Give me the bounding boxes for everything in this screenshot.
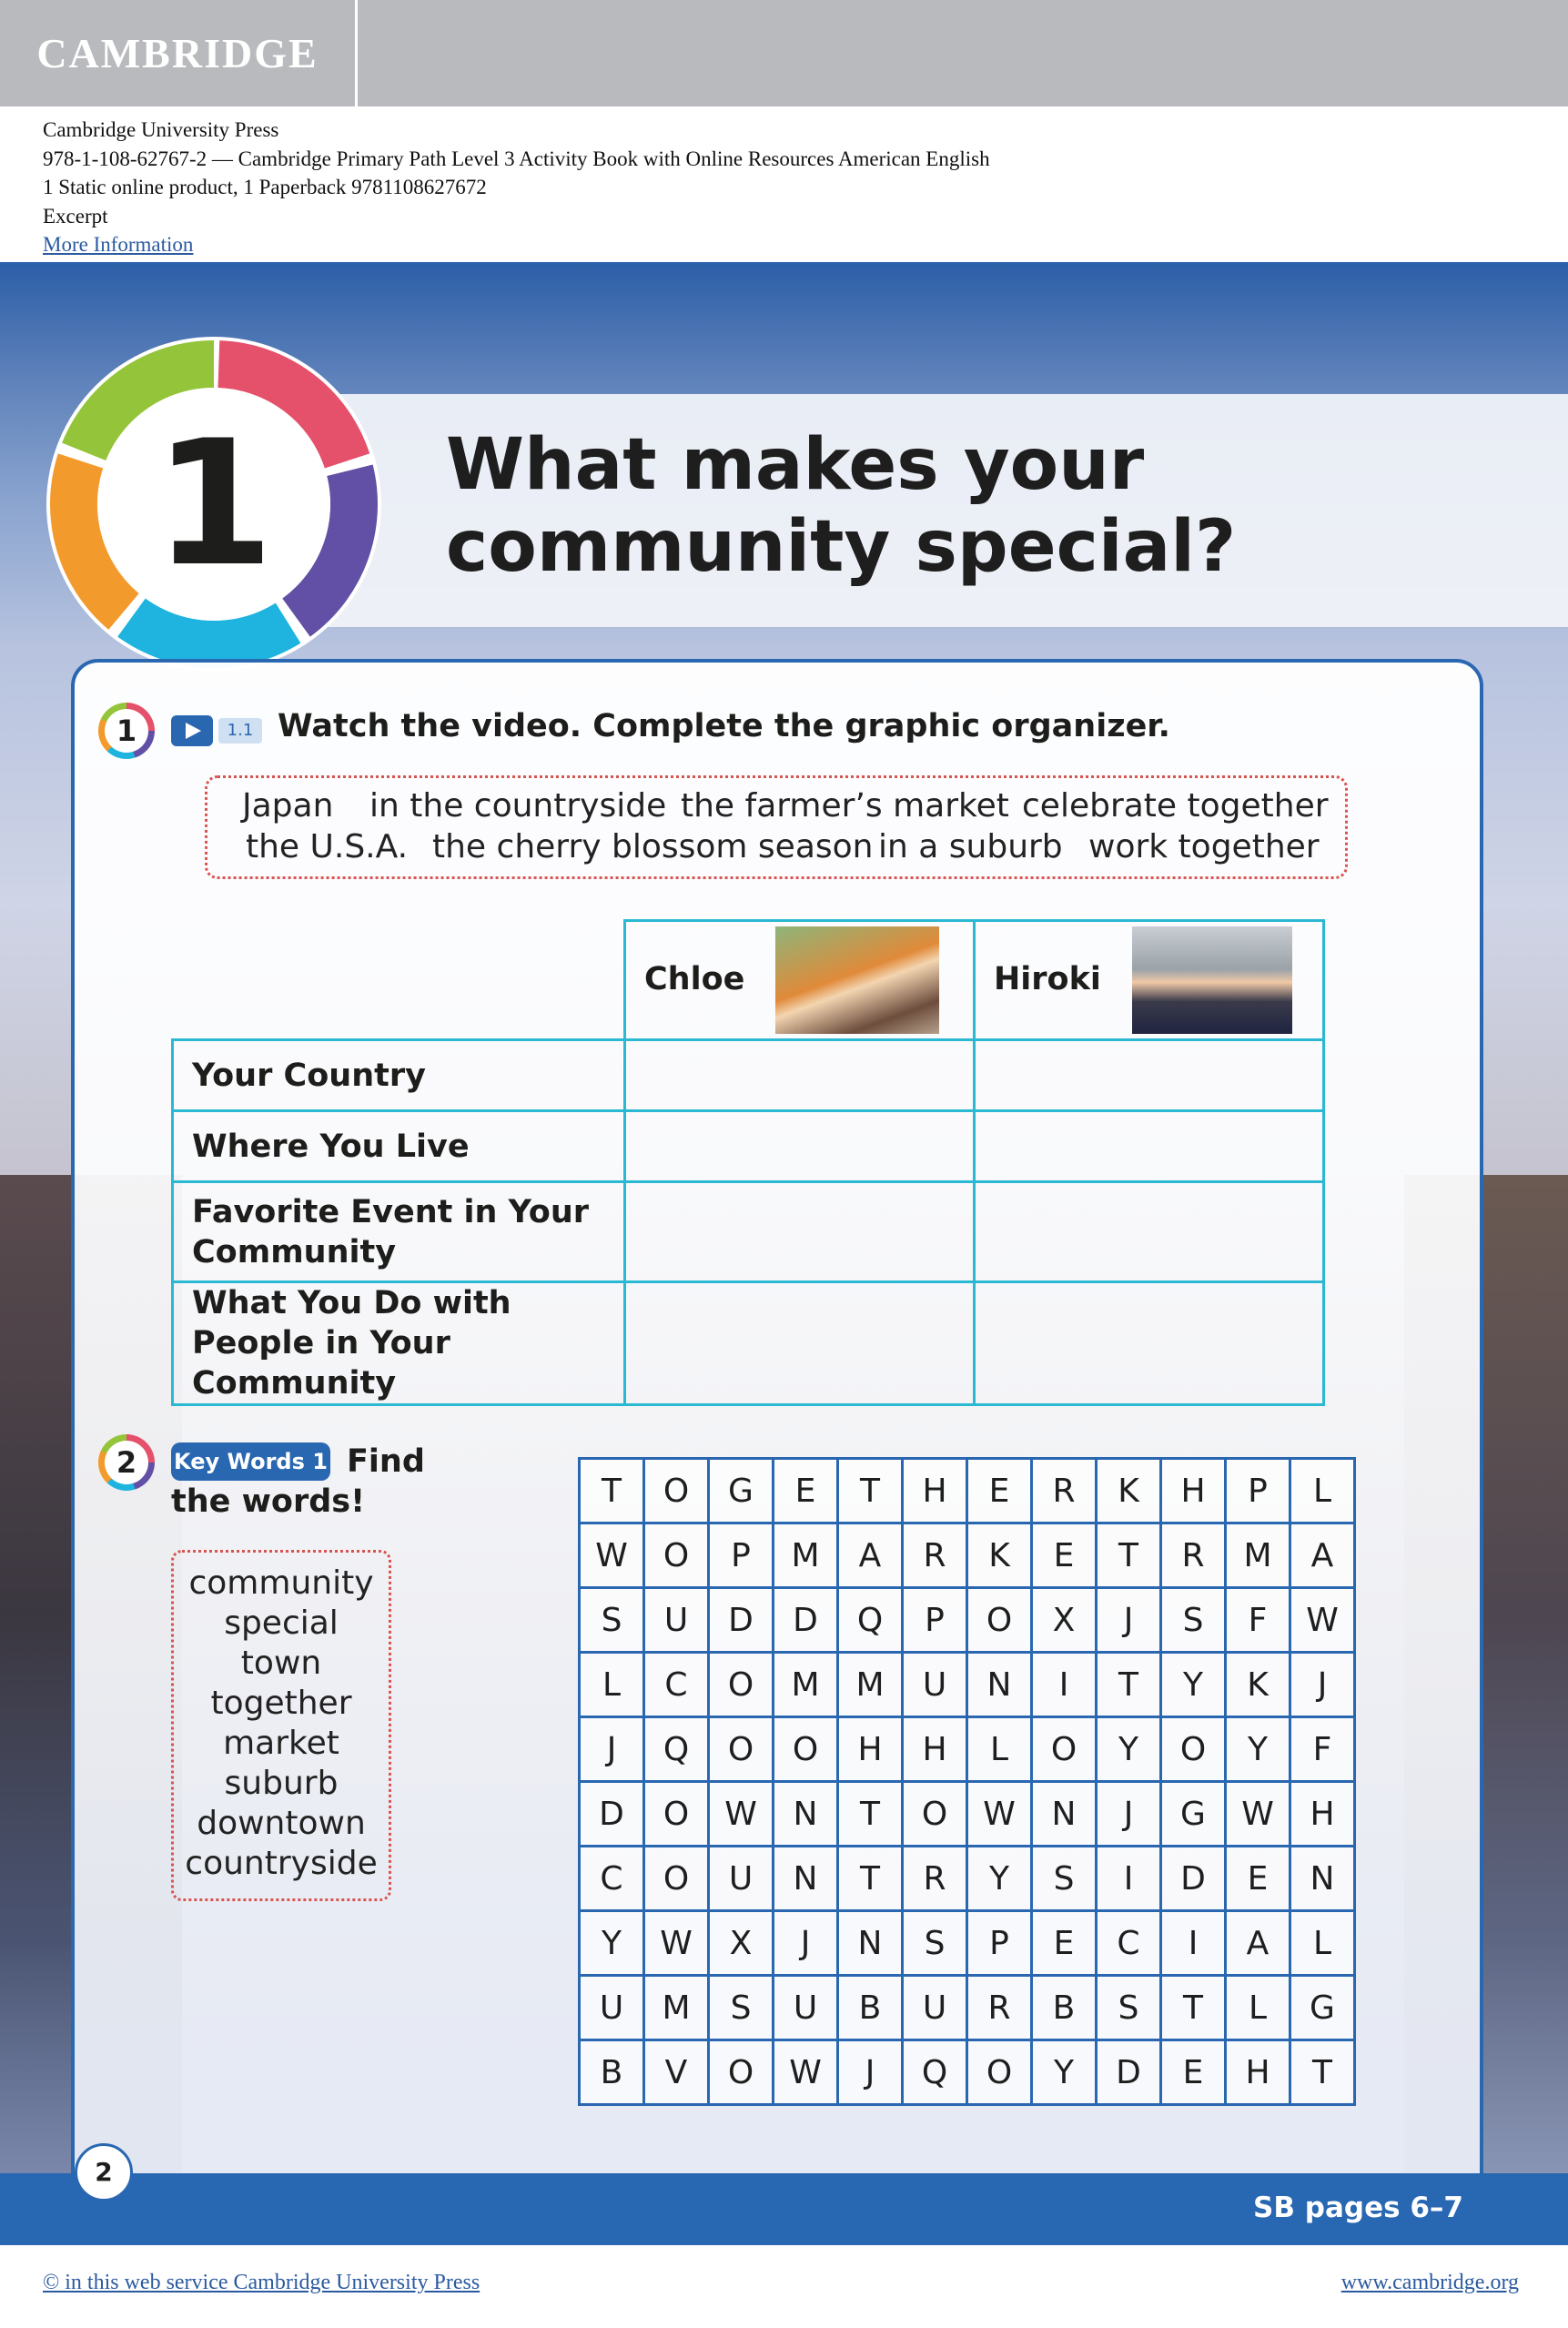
grid-letter[interactable]: Y (1226, 1717, 1290, 1782)
key-word: suburb (224, 1765, 339, 1802)
key-word: together (210, 1685, 352, 1722)
grid-letter[interactable]: T (1161, 1976, 1226, 2040)
grid-letter[interactable]: V (644, 2040, 709, 2105)
grid-letter[interactable]: S (1097, 1976, 1161, 2040)
grid-letter[interactable]: Y (1097, 1717, 1161, 1782)
grid-letter[interactable]: U (903, 1653, 967, 1717)
grid-letter[interactable]: O (967, 1588, 1032, 1653)
grid-letter[interactable]: Y (1032, 2040, 1097, 2105)
word-bank-item: the U.S.A. (246, 828, 409, 865)
organizer-corner (173, 921, 625, 1040)
grid-letter[interactable]: B (1032, 1976, 1097, 2040)
word-bank-item: in the countryside (369, 787, 667, 825)
grid-letter[interactable]: G (1161, 1782, 1226, 1847)
grid-letter[interactable]: L (967, 1717, 1032, 1782)
grid-letter[interactable]: H (903, 1717, 967, 1782)
activity-2-badge (98, 1434, 155, 1491)
grid-letter[interactable]: D (580, 1782, 644, 1847)
grid-letter[interactable]: W (967, 1782, 1032, 1847)
key-words-badge: Key Words 1 (171, 1442, 330, 1481)
grid-letter[interactable]: W (1290, 1588, 1355, 1653)
grid-letter[interactable]: K (967, 1523, 1032, 1588)
grid-letter[interactable]: J (1097, 1588, 1161, 1653)
answer-cell[interactable] (625, 1040, 975, 1111)
grid-letter[interactable]: X (1032, 1588, 1097, 1653)
grid-letter[interactable]: F (1226, 1588, 1290, 1653)
grid-letter[interactable]: O (1161, 1717, 1226, 1782)
grid-letter[interactable]: T (1097, 1523, 1161, 1588)
grid-letter[interactable]: T (1097, 1653, 1161, 1717)
grid-row (580, 1459, 1355, 1523)
column-label: Chloe (644, 961, 745, 997)
grid-letter[interactable]: K (1097, 1459, 1161, 1523)
grid-row (580, 1717, 1355, 1782)
hiroki-photo (1132, 926, 1292, 1034)
grid-letter[interactable]: U (903, 1976, 967, 2040)
more-information-link[interactable]: More Information (43, 233, 194, 256)
word-bank-item: in a suburb (878, 828, 1063, 865)
key-word: countryside (185, 1845, 378, 1882)
grid-letter[interactable]: B (580, 2040, 644, 2105)
grid-letter[interactable]: R (967, 1976, 1032, 2040)
grid-letter[interactable]: S (903, 1911, 967, 1976)
word-bank-item: work together (1088, 828, 1320, 865)
grid-letter[interactable]: Y (580, 1911, 644, 1976)
unit-title-line-2: community special? (446, 506, 1237, 588)
grid-letter[interactable]: U (580, 1976, 644, 2040)
graphic-organizer (171, 919, 1325, 1406)
grid-letter[interactable]: W (709, 1782, 774, 1847)
grid-letter[interactable]: D (1097, 2040, 1161, 2105)
grid-letter[interactable]: T (1290, 2040, 1355, 2105)
grid-letter[interactable]: I (1097, 1847, 1161, 1911)
grid-letter[interactable]: G (1290, 1976, 1355, 2040)
grid-letter[interactable]: N (1290, 1847, 1355, 1911)
activity-1-instruction: Watch the video. Complete the graphic organizer. (278, 708, 1170, 744)
cambridge-logo (0, 0, 358, 106)
row-label: Your Country (173, 1040, 625, 1111)
grid-letter[interactable]: W (580, 1523, 644, 1588)
grid-letter[interactable]: H (1226, 2040, 1290, 2105)
activity-1-number: 1 (105, 709, 148, 753)
excerpt-label: Excerpt (43, 204, 108, 228)
answer-cell[interactable] (975, 1182, 1324, 1282)
key-word-list (171, 1550, 391, 1901)
grid-letter[interactable]: N (1032, 1782, 1097, 1847)
grid-letter[interactable]: O (709, 2040, 774, 2105)
activity-2-instruction: Find (347, 1443, 425, 1480)
grid-letter[interactable]: M (838, 1653, 903, 1717)
grid-letter[interactable]: J (838, 2040, 903, 2105)
grid-letter[interactable]: P (903, 1588, 967, 1653)
grid-letter[interactable]: S (580, 1588, 644, 1653)
grid-letter[interactable]: E (1032, 1523, 1097, 1588)
grid-row (580, 1911, 1355, 1976)
key-word: market (223, 1725, 339, 1762)
organizer-header-row (173, 921, 1324, 1040)
grid-letter[interactable]: D (709, 1588, 774, 1653)
grid-letter[interactable]: Y (1161, 1653, 1226, 1717)
grid-letter[interactable]: O (709, 1653, 774, 1717)
grid-letter[interactable]: B (838, 1976, 903, 2040)
grid-letter[interactable]: W (1226, 1782, 1290, 1847)
grid-letter[interactable]: R (903, 1523, 967, 1588)
grid-letter[interactable]: I (1161, 1911, 1226, 1976)
grid-letter[interactable]: W (774, 2040, 838, 2105)
grid-letter[interactable]: Y (967, 1847, 1032, 1911)
grid-letter[interactable]: G (709, 1459, 774, 1523)
grid-letter[interactable]: E (1226, 1847, 1290, 1911)
book-metadata (43, 116, 990, 259)
column-hiroki (975, 921, 1324, 1040)
grid-letter[interactable]: S (709, 1976, 774, 2040)
word-bank-item: the cherry blossom season (432, 828, 874, 865)
grid-letter[interactable]: A (1290, 1523, 1355, 1588)
grid-letter[interactable]: P (967, 1911, 1032, 1976)
grid-letter[interactable]: E (774, 1459, 838, 1523)
publisher-line: Cambridge University Press (43, 118, 279, 141)
key-word: town (240, 1645, 322, 1682)
key-word: special (224, 1604, 339, 1642)
grid-letter[interactable]: A (1226, 1911, 1290, 1976)
word-bank (205, 775, 1348, 879)
publisher-banner (0, 0, 1568, 106)
grid-letter[interactable]: H (838, 1717, 903, 1782)
grid-letter[interactable]: O (644, 1782, 709, 1847)
grid-letter[interactable]: R (1032, 1459, 1097, 1523)
grid-letter[interactable]: Q (903, 2040, 967, 2105)
activity-1-badge (98, 703, 155, 759)
grid-letter[interactable]: S (1161, 1588, 1226, 1653)
grid-letter[interactable]: F (1290, 1717, 1355, 1782)
grid-letter[interactable]: O (644, 1523, 709, 1588)
grid-letter[interactable]: Q (838, 1588, 903, 1653)
grid-letter[interactable]: O (903, 1782, 967, 1847)
grid-letter[interactable]: U (709, 1847, 774, 1911)
grid-letter[interactable]: L (1226, 1976, 1290, 2040)
unit-number-ring (46, 336, 382, 673)
organizer-row (173, 1040, 1324, 1111)
chloe-photo (775, 926, 939, 1034)
grid-letter[interactable]: D (1161, 1847, 1226, 1911)
grid-letter[interactable]: T (838, 1782, 903, 1847)
grid-letter[interactable]: R (903, 1847, 967, 1911)
grid-row (580, 2040, 1355, 2105)
grid-letter[interactable]: M (774, 1653, 838, 1717)
grid-letter[interactable]: C (580, 1847, 644, 1911)
grid-letter[interactable]: N (774, 1782, 838, 1847)
answer-cell[interactable] (975, 1040, 1324, 1111)
grid-letter[interactable]: C (1097, 1911, 1161, 1976)
grid-letter[interactable]: R (1161, 1523, 1226, 1588)
grid-letter[interactable]: M (644, 1976, 709, 2040)
grid-letter[interactable]: H (903, 1459, 967, 1523)
activity-2-number: 2 (105, 1441, 148, 1484)
grid-letter[interactable]: H (1161, 1459, 1226, 1523)
grid-row (580, 1976, 1355, 2040)
logo-text: CAMBRIDGE (36, 30, 319, 76)
column-chloe (625, 921, 975, 1040)
grid-letter[interactable]: W (644, 1911, 709, 1976)
grid-row (580, 1847, 1355, 1911)
answer-cell[interactable] (975, 1282, 1324, 1405)
grid-letter[interactable]: L (1290, 1911, 1355, 1976)
organizer-row (173, 1111, 1324, 1182)
unit-title (446, 424, 1236, 588)
grid-row (580, 1523, 1355, 1588)
grid-letter[interactable]: O (644, 1847, 709, 1911)
copyright-link[interactable]: © in this web service Cambridge University Press (43, 2271, 481, 2294)
grid-letter[interactable]: J (1290, 1653, 1355, 1717)
student-book-pages: SB pages 6–7 (1253, 2191, 1463, 2224)
answer-cell[interactable] (975, 1111, 1324, 1182)
grid-letter[interactable]: H (1290, 1782, 1355, 1847)
organizer-row (173, 1282, 1324, 1405)
grid-letter[interactable]: I (1032, 1653, 1097, 1717)
grid-letter[interactable]: M (774, 1523, 838, 1588)
grid-letter[interactable]: O (774, 1717, 838, 1782)
grid-row (580, 1588, 1355, 1653)
grid-letter[interactable]: U (644, 1588, 709, 1653)
grid-letter[interactable]: N (774, 1847, 838, 1911)
grid-row (580, 1653, 1355, 1717)
grid-letter[interactable]: T (838, 1847, 903, 1911)
word-search-grid (578, 1457, 1356, 2106)
play-video-icon[interactable] (171, 715, 213, 746)
grid-letter[interactable]: N (838, 1911, 903, 1976)
grid-letter[interactable]: E (1032, 1911, 1097, 1976)
grid-row (580, 1782, 1355, 1847)
grid-letter[interactable]: M (1226, 1523, 1290, 1588)
grid-letter[interactable]: O (1032, 1717, 1097, 1782)
grid-letter[interactable]: C (644, 1653, 709, 1717)
row-label: Favorite Event in Your Community (173, 1182, 625, 1282)
key-word: downtown (197, 1805, 366, 1842)
grid-letter[interactable]: U (774, 1976, 838, 2040)
grid-letter[interactable]: Q (644, 1717, 709, 1782)
grid-letter[interactable]: N (967, 1653, 1032, 1717)
grid-letter[interactable]: T (580, 1459, 644, 1523)
answer-cell[interactable] (625, 1182, 975, 1282)
answer-cell[interactable] (625, 1111, 975, 1182)
key-word: community (188, 1564, 374, 1602)
grid-letter[interactable]: J (774, 1911, 838, 1976)
grid-letter[interactable]: P (709, 1523, 774, 1588)
grid-letter[interactable]: P (1226, 1459, 1290, 1523)
website-link[interactable]: www.cambridge.org (1340, 2271, 1519, 2294)
grid-letter[interactable]: L (580, 1653, 644, 1717)
video-track-number: 1.1 (218, 718, 262, 744)
grid-letter[interactable]: T (838, 1459, 903, 1523)
grid-letter[interactable]: E (1161, 2040, 1226, 2105)
row-label: What You Do with People in Your Community (173, 1282, 625, 1405)
organizer-row (173, 1182, 1324, 1282)
grid-letter[interactable]: J (580, 1717, 644, 1782)
word-bank-item: the farmer’s market (681, 787, 1009, 825)
column-label: Hiroki (994, 961, 1101, 997)
grid-letter[interactable]: L (1290, 1459, 1355, 1523)
word-bank-item: celebrate together (1022, 787, 1329, 825)
row-label: Where You Live (173, 1111, 625, 1182)
grid-letter[interactable]: S (1032, 1847, 1097, 1911)
activity-2-instruction-cont: the words! (171, 1483, 366, 1520)
grid-letter[interactable]: K (1226, 1653, 1290, 1717)
answer-cell[interactable] (625, 1282, 975, 1405)
unit-title-line-1: What makes your (446, 424, 1145, 506)
grid-letter[interactable]: J (1097, 1782, 1161, 1847)
word-bank-item: Japan (242, 787, 334, 825)
unit-number: 1 (153, 403, 275, 604)
grid-letter[interactable]: A (838, 1523, 903, 1588)
grid-letter[interactable]: X (709, 1911, 774, 1976)
format-line: 1 Static online product, 1 Paperback 9781108627672 (43, 176, 487, 198)
grid-letter[interactable]: O (709, 1717, 774, 1782)
grid-letter[interactable]: O (644, 1459, 709, 1523)
page-number: 2 (75, 2143, 133, 2201)
grid-letter[interactable]: E (967, 1459, 1032, 1523)
grid-letter[interactable]: O (967, 2040, 1032, 2105)
isbn-line: 978-1-108-62767-2 — Cambridge Primary Path Level 3 Activity Book with Online Resources American English (43, 147, 990, 170)
grid-letter[interactable]: D (774, 1588, 838, 1653)
